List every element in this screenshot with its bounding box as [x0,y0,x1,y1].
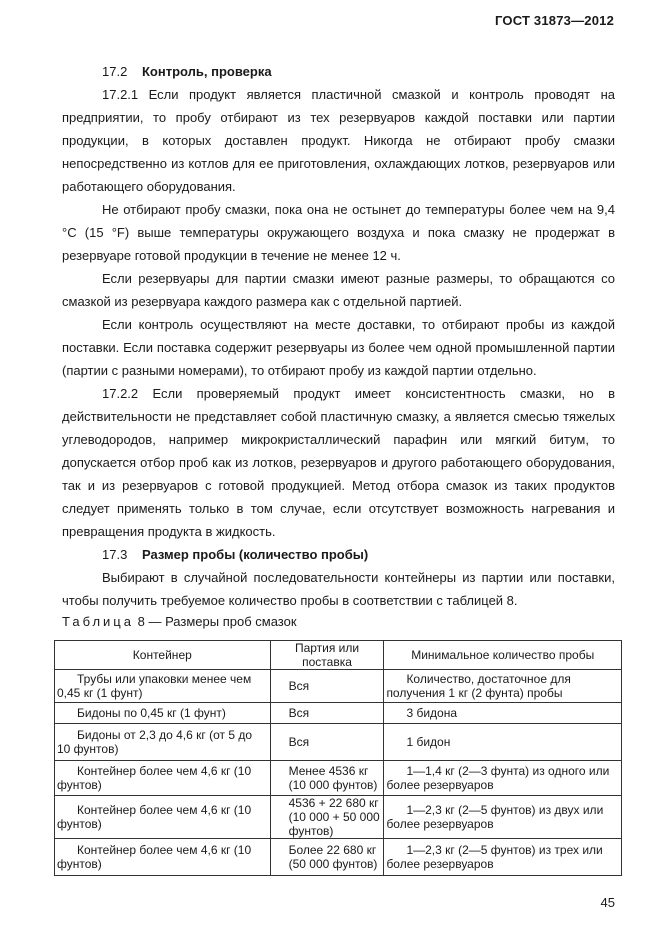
cell-container: Бидоны от 2,3 до 4,6 кг (от 5 до 10 фунтов) [55,724,271,761]
paragraph-17-2-2: 17.2.2 Если проверяемый продукт имеет консистентность смазки, но в действительности не представляет собой пластичную смазку, а является смесью тяжелых углеводородов, например микрокристаллический парафин или мягкий битум, то допускается отбор проб как из лотков, резервуаров и другого работающего оборудования, так и из резервуаров с готовой продукцией. Метод отбора смазок из таких продуктов следует применять только в том случае, если отсутствует возможность нагревания и превращения продукта в жидкость. [62,386,615,539]
cell-batch: Вся [270,670,384,703]
table-caption [62,612,615,632]
header-container: Контейнер [55,641,271,670]
header-min-quantity: Минимальное количество пробы [384,641,622,670]
cell-batch: Менее 4536 кг (10 000 фунтов) [270,761,384,796]
table-header-row [55,641,622,670]
cell-quantity: 1 бидон [384,724,622,761]
cell-container: Трубы или упаковки менее чем 0,45 кг (1 фунт) [55,670,271,703]
cell-quantity: 1—2,3 кг (2—5 фунтов) из двух или более резервуаров [384,796,622,839]
cell-quantity: 1—1,4 кг (2—3 фунта) из одного или более резервуаров [384,761,622,796]
paragraph-17-3: Выбирают в случайной последовательности контейнеры из партии или поставки, чтобы получить требуемое количество пробы в соответствии с таблицей 8. [62,570,615,608]
page-body [62,60,615,632]
table-caption-label: Таблица [62,614,134,629]
cell-batch: Более 22 680 кг (50 000 фунтов) [270,839,384,876]
cell-batch: 4536 + 22 680 кг (10 000 + 50 000 фунтов) [270,796,384,839]
section-title: Контроль, проверка [142,64,272,79]
cell-container: Контейнер более чем 4,6 кг (10 фунтов) [55,761,271,796]
paragraph-tank-sizes: Если резервуары для партии смазки имеют разные размеры, то обращаются со смазкой из резервуара каждого размера как с отдельной партией. [62,271,615,309]
paragraph-delivery-control: Если контроль осуществляют на месте доставки, то отбирают пробы из каждой поставки. Если поставка содержит резервуары из более чем одной промышленной партии (партии с разными номерами), то отбирают пробу из каждой партии отдельно. [62,317,615,378]
paragraph-temperature: Не отбирают пробу смазки, пока она не остынет до температуры более чем на 9,4 °C (15 °F) выше температуры окружающего воздуха и пока смазку не продержат в резервуаре готовой продукции в течение не менее 12 ч. [62,202,615,263]
section-17-3-heading [62,543,615,566]
section-17-2-heading [62,60,615,83]
cell-batch: Вся [270,703,384,724]
cell-quantity: Количество, достаточное для получения 1 кг (2 фунта) пробы [384,670,622,703]
cell-container: Бидоны по 0,45 кг (1 фунт) [55,703,271,724]
cell-quantity: 1—2,3 кг (2—5 фунтов) из трех или более резервуаров [384,839,622,876]
sample-size-table [54,640,622,876]
cell-container: Контейнер более чем 4,6 кг (10 фунтов) [55,839,271,876]
section-title: Размер пробы (количество пробы) [142,547,369,562]
table-row [55,670,622,703]
table-row [55,839,622,876]
paragraph-17-2-1: 17.2.1 Если продукт является пластичной смазкой и контроль проводят на предприятии, то пробу отбирают из тех резервуаров каждой поставки или партии продукции, в которых доставлен продукт. Никогда не отбирают пробу смазки непосредственно из котлов для ее приготовления, охлаждающих лотков, резервуаров или работающего оборудования. [62,87,615,194]
page-number: 45 [600,895,615,910]
header-batch: Партия или поставка [270,641,384,670]
cell-batch: Вся [270,724,384,761]
cell-container: Контейнер более чем 4,6 кг (10 фунтов) [55,796,271,839]
table-row [55,796,622,839]
section-number: 17.2 [102,64,128,79]
table-row [55,724,622,761]
table-row [55,703,622,724]
section-number: 17.3 [102,547,128,562]
standard-header: ГОСТ 31873—2012 [495,13,614,28]
table-caption-text: 8 — Размеры проб смазок [137,614,297,629]
cell-quantity: 3 бидона [384,703,622,724]
table-row [55,761,622,796]
